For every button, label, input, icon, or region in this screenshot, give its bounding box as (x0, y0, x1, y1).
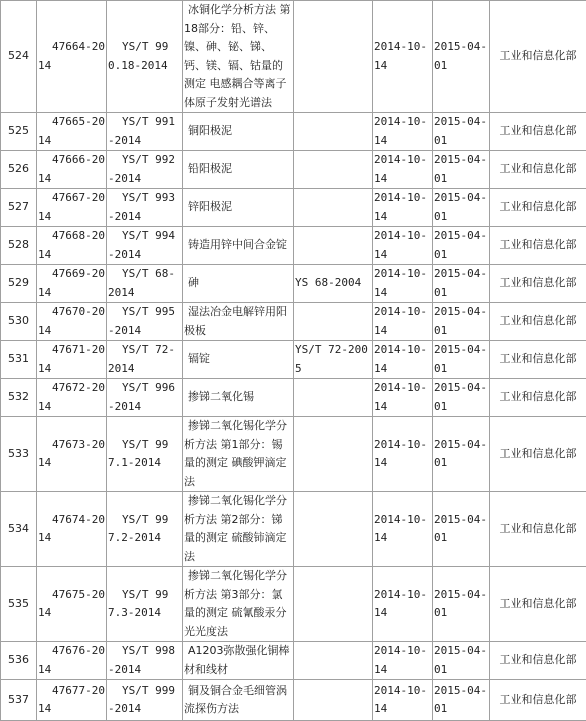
record-id-cell: 47674-2014 (37, 492, 107, 567)
department-cell: 工业和信息化部 (490, 680, 586, 721)
standard-code-cell: YS/T 994-2014 (107, 227, 183, 265)
department-cell: 工业和信息化部 (490, 417, 586, 492)
row-number-cell: 525 (1, 113, 37, 151)
record-id-cell: 47675-2014 (37, 567, 107, 642)
implement-date-cell: 2015-04-01 (433, 189, 490, 227)
standard-name-cell: 湿法冶金电解锌用阳极板 (183, 303, 294, 341)
publish-date-cell: 2014-10-14 (373, 303, 433, 341)
table-row (1, 417, 586, 492)
standard-code-cell: YS/T 998-2014 (107, 642, 183, 680)
standard-name-cell: A1203弥散强化铜棒材和线材 (183, 642, 294, 680)
publish-date-cell: 2014-10-14 (373, 1, 433, 113)
standard-code-cell: YS/T 68-2014 (107, 265, 183, 303)
department-cell: 工业和信息化部 (490, 151, 586, 189)
standard-name-cell: 掺锑二氧化锡化学分析方法 第2部分：锑量的测定 硫酸铈滴定法 (183, 492, 294, 567)
replaced-standard-cell (294, 227, 373, 265)
publish-date-cell: 2014-10-14 (373, 492, 433, 567)
row-number-cell: 530 (1, 303, 37, 341)
implement-date-cell: 2015-04-01 (433, 303, 490, 341)
table-row (1, 1, 586, 113)
department-cell: 工业和信息化部 (490, 265, 586, 303)
record-id-cell: 47670-2014 (37, 303, 107, 341)
department-cell: 工业和信息化部 (490, 303, 586, 341)
table-row (1, 227, 586, 265)
row-number-cell: 531 (1, 341, 37, 379)
replaced-standard-cell (294, 189, 373, 227)
implement-date-cell: 2015-04-01 (433, 379, 490, 417)
publish-date-cell: 2014-10-14 (373, 379, 433, 417)
row-number-cell: 537 (1, 680, 37, 721)
standard-name-cell: 掺锑二氧化锡化学分析方法 第1部分：锡量的测定 碘酸钾滴定法 (183, 417, 294, 492)
row-number-cell: 533 (1, 417, 37, 492)
record-id-cell: 47672-2014 (37, 379, 107, 417)
standard-code-cell: YS/T 995-2014 (107, 303, 183, 341)
record-id-cell: 47664-2014 (37, 1, 107, 113)
record-id-cell: 47677-2014 (37, 680, 107, 721)
replaced-standard-cell (294, 417, 373, 492)
row-number-cell: 535 (1, 567, 37, 642)
standard-code-cell: YS/T 997.2-2014 (107, 492, 183, 567)
department-cell: 工业和信息化部 (490, 642, 586, 680)
standard-code-cell: YS/T 990.18-2014 (107, 1, 183, 113)
standard-name-cell: 冰铜化学分析方法 第18部分：铅、锌、镍、砷、铋、锑、钙、镁、镉、钴量的测定 电感耦合等离子体原子发射光谱法 (183, 1, 294, 113)
publish-date-cell: 2014-10-14 (373, 151, 433, 189)
department-cell: 工业和信息化部 (490, 567, 586, 642)
replaced-standard-cell (294, 642, 373, 680)
record-id-cell: 47668-2014 (37, 227, 107, 265)
table-row (1, 680, 586, 721)
standard-name-cell: 掺锑二氧化锡 (183, 379, 294, 417)
publish-date-cell: 2014-10-14 (373, 417, 433, 492)
record-id-cell: 47667-2014 (37, 189, 107, 227)
replaced-standard-cell (294, 303, 373, 341)
record-id-cell: 47666-2014 (37, 151, 107, 189)
replaced-standard-cell: YS/T 72-2005 (294, 341, 373, 379)
standard-code-cell: YS/T 72-2014 (107, 341, 183, 379)
publish-date-cell: 2014-10-14 (373, 227, 433, 265)
department-cell: 工业和信息化部 (490, 492, 586, 567)
publish-date-cell: 2014-10-14 (373, 341, 433, 379)
row-number-cell: 534 (1, 492, 37, 567)
standard-name-cell: 砷 (183, 265, 294, 303)
replaced-standard-cell (294, 113, 373, 151)
table-row (1, 492, 586, 567)
publish-date-cell: 2014-10-14 (373, 680, 433, 721)
record-id-cell: 47676-2014 (37, 642, 107, 680)
table-row (1, 341, 586, 379)
replaced-standard-cell (294, 680, 373, 721)
row-number-cell: 526 (1, 151, 37, 189)
row-number-cell: 528 (1, 227, 37, 265)
implement-date-cell: 2015-04-01 (433, 680, 490, 721)
replaced-standard-cell (294, 1, 373, 113)
table-row (1, 567, 586, 642)
standard-code-cell: YS/T 997.3-2014 (107, 567, 183, 642)
standard-name-cell: 铜阳极泥 (183, 113, 294, 151)
row-number-cell: 532 (1, 379, 37, 417)
department-cell: 工业和信息化部 (490, 189, 586, 227)
table-row (1, 265, 586, 303)
standard-name-cell: 锌阳极泥 (183, 189, 294, 227)
standard-name-cell: 镉锭 (183, 341, 294, 379)
table-row (1, 113, 586, 151)
table-row (1, 379, 586, 417)
standard-name-cell: 铸造用锌中间合金锭 (183, 227, 294, 265)
implement-date-cell: 2015-04-01 (433, 492, 490, 567)
table-row (1, 642, 586, 680)
record-id-cell: 47673-2014 (37, 417, 107, 492)
standard-code-cell: YS/T 999-2014 (107, 680, 183, 721)
standard-name-cell: 铅阳极泥 (183, 151, 294, 189)
department-cell: 工业和信息化部 (490, 379, 586, 417)
table-row (1, 189, 586, 227)
implement-date-cell: 2015-04-01 (433, 1, 490, 113)
publish-date-cell: 2014-10-14 (373, 642, 433, 680)
publish-date-cell: 2014-10-14 (373, 189, 433, 227)
standard-name-cell: 铜及铜合金毛细管涡流探伤方法 (183, 680, 294, 721)
implement-date-cell: 2015-04-01 (433, 227, 490, 265)
standard-code-cell: YS/T 993-2014 (107, 189, 183, 227)
record-id-cell: 47665-2014 (37, 113, 107, 151)
standard-name-cell: 掺锑二氧化锡化学分析方法 第3部分：氯量的测定 硫氰酸汞分光光度法 (183, 567, 294, 642)
department-cell: 工业和信息化部 (490, 341, 586, 379)
replaced-standard-cell (294, 492, 373, 567)
publish-date-cell: 2014-10-14 (373, 567, 433, 642)
replaced-standard-cell: YS 68-2004 (294, 265, 373, 303)
row-number-cell: 529 (1, 265, 37, 303)
table-body (1, 1, 586, 721)
implement-date-cell: 2015-04-01 (433, 265, 490, 303)
publish-date-cell: 2014-10-14 (373, 113, 433, 151)
standard-code-cell: YS/T 997.1-2014 (107, 417, 183, 492)
implement-date-cell: 2015-04-01 (433, 341, 490, 379)
record-id-cell: 47669-2014 (37, 265, 107, 303)
table-row (1, 151, 586, 189)
implement-date-cell: 2015-04-01 (433, 642, 490, 680)
row-number-cell: 536 (1, 642, 37, 680)
replaced-standard-cell (294, 379, 373, 417)
record-id-cell: 47671-2014 (37, 341, 107, 379)
implement-date-cell: 2015-04-01 (433, 567, 490, 642)
standard-code-cell: YS/T 992-2014 (107, 151, 183, 189)
replaced-standard-cell (294, 151, 373, 189)
row-number-cell: 524 (1, 1, 37, 113)
table-row (1, 303, 586, 341)
department-cell: 工业和信息化部 (490, 113, 586, 151)
implement-date-cell: 2015-04-01 (433, 113, 490, 151)
standard-code-cell: YS/T 996-2014 (107, 379, 183, 417)
replaced-standard-cell (294, 567, 373, 642)
publish-date-cell: 2014-10-14 (373, 265, 433, 303)
standard-code-cell: YS/T 991-2014 (107, 113, 183, 151)
row-number-cell: 527 (1, 189, 37, 227)
department-cell: 工业和信息化部 (490, 1, 586, 113)
implement-date-cell: 2015-04-01 (433, 417, 490, 492)
department-cell: 工业和信息化部 (490, 227, 586, 265)
implement-date-cell: 2015-04-01 (433, 151, 490, 189)
